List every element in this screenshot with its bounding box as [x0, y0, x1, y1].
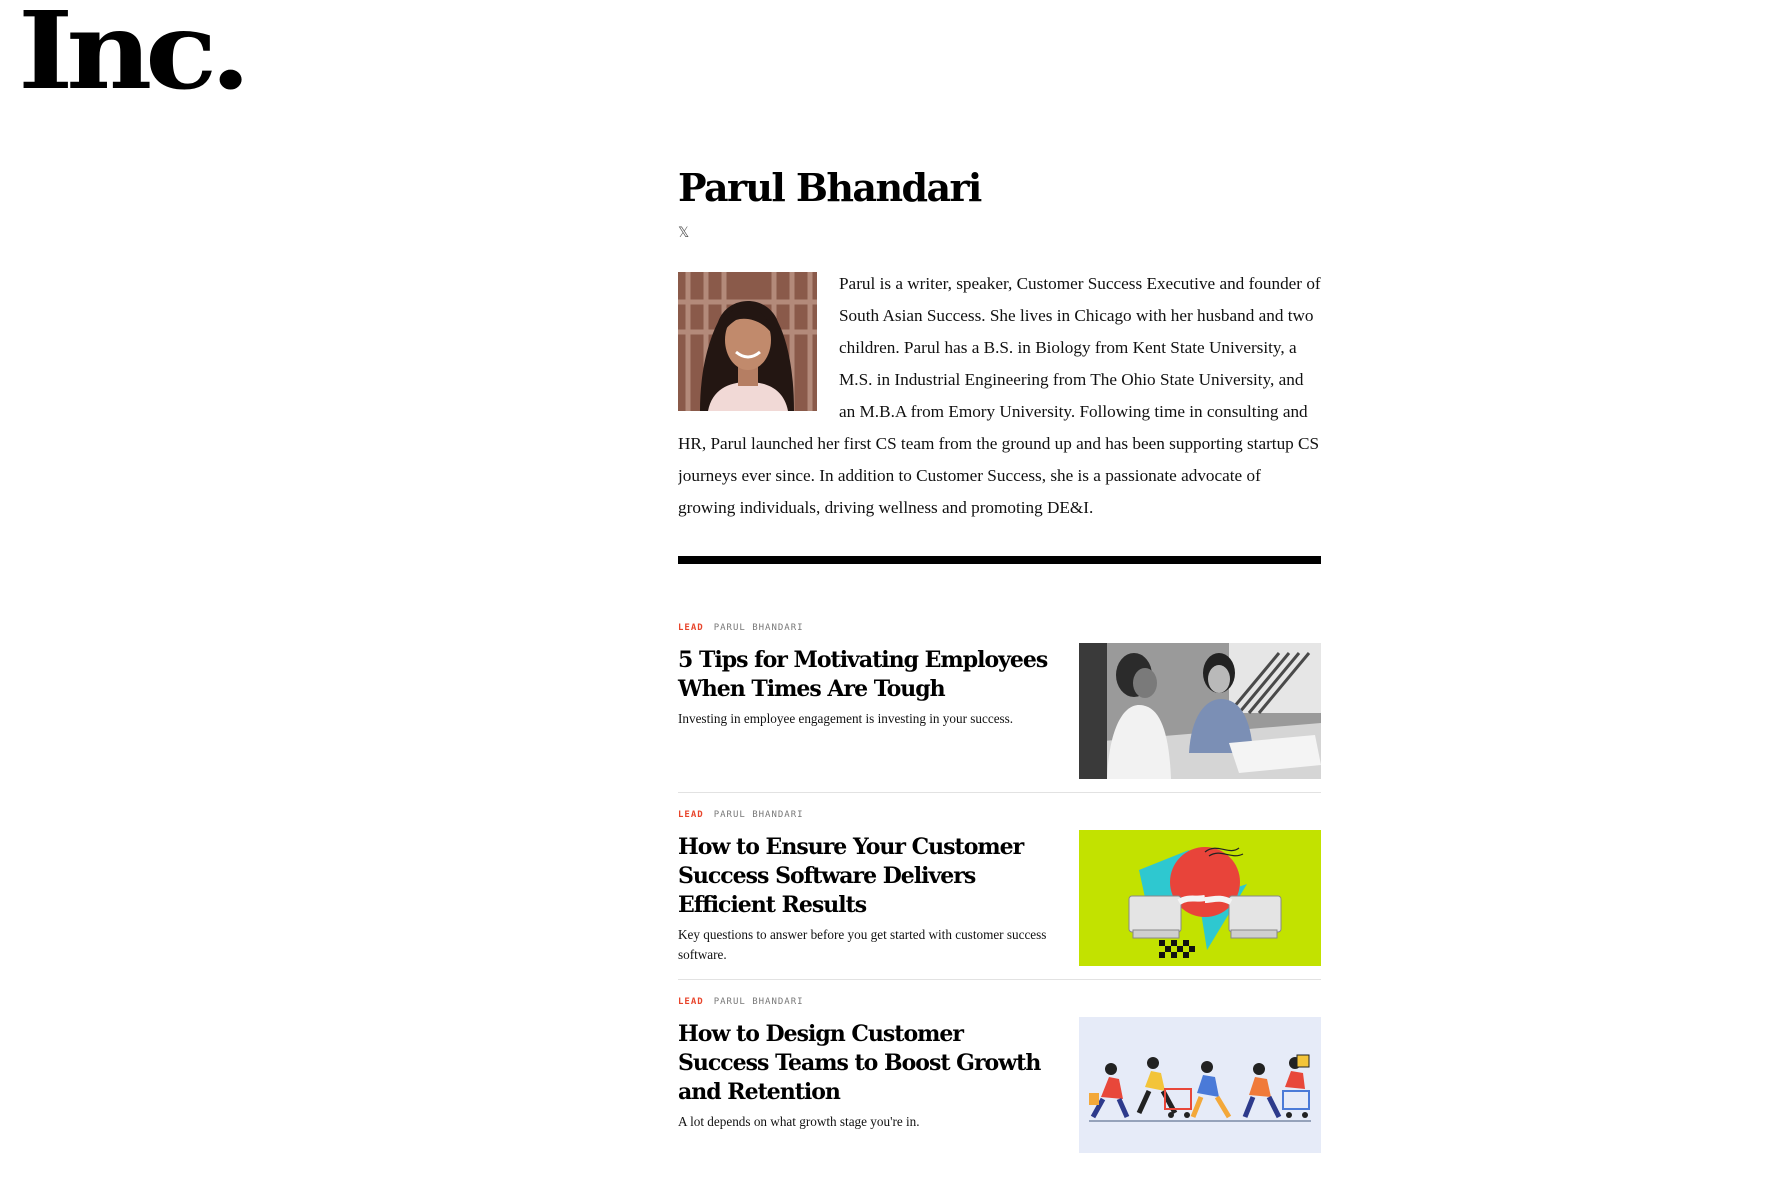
- author-name: Parul Bhandari: [678, 165, 981, 210]
- author-bio-text: Parul is a writer, speaker, Customer Success Executive and founder of South Asian Success. She lives in Chicago with her husband and two children. Parul has a B.S. in Biology from Kent State University, a M.S. in Industrial Engineering from The Ohio State University, and an M.B.A from Emory University. Following time in consulting and HR, Parul launched her first CS team from the ground up and has been supporting startup CS journeys ever since. In addition to Customer Success, she is a passionate advocate of growing individuals, driving wellness and promoting DE&I.: [678, 274, 1321, 517]
- article-dek: Key questions to answer before you get started with customer success software.: [678, 927, 1047, 962]
- x-icon[interactable]: 𝕏: [678, 225, 690, 241]
- inc-logo[interactable]: [18, 0, 245, 114]
- author-bio: [678, 272, 1321, 528]
- article-category[interactable]: LEAD: [678, 997, 704, 1007]
- logo-text: Inc: [18, 0, 210, 114]
- article-thumbnail[interactable]: [1079, 830, 1321, 966]
- article-dek: Investing in employee engagement is investing in your success.: [678, 711, 1014, 726]
- author-page: [678, 164, 1321, 1182]
- article-item: [678, 996, 1321, 1166]
- article-category[interactable]: LEAD: [678, 623, 704, 633]
- article-meta: [678, 996, 1321, 1008]
- article-thumbnail[interactable]: [1079, 1017, 1321, 1153]
- section-divider: [678, 556, 1321, 564]
- article-list: [678, 622, 1321, 1166]
- article-author[interactable]: PARUL BHANDARI: [713, 997, 804, 1007]
- article-title[interactable]: 5 Tips for Motivating Employees When Times Are Tough: [678, 647, 1048, 702]
- article-category[interactable]: LEAD: [678, 810, 704, 820]
- article-meta: [678, 809, 1321, 821]
- article-title[interactable]: How to Ensure Your Customer Success Software Delivers Efficient Results: [678, 834, 1024, 918]
- article-author[interactable]: PARUL BHANDARI: [713, 623, 804, 633]
- logo-dot: .: [209, 0, 245, 114]
- article-meta: [678, 622, 1321, 634]
- article-item: [678, 809, 1321, 980]
- article-thumbnail[interactable]: [1079, 643, 1321, 779]
- article-item: [678, 622, 1321, 793]
- article-title[interactable]: How to Design Customer Success Teams to Boost Growth and Retention: [678, 1021, 1041, 1105]
- article-author[interactable]: PARUL BHANDARI: [713, 810, 804, 820]
- article-dek: A lot depends on what growth stage you're in.: [678, 1114, 920, 1129]
